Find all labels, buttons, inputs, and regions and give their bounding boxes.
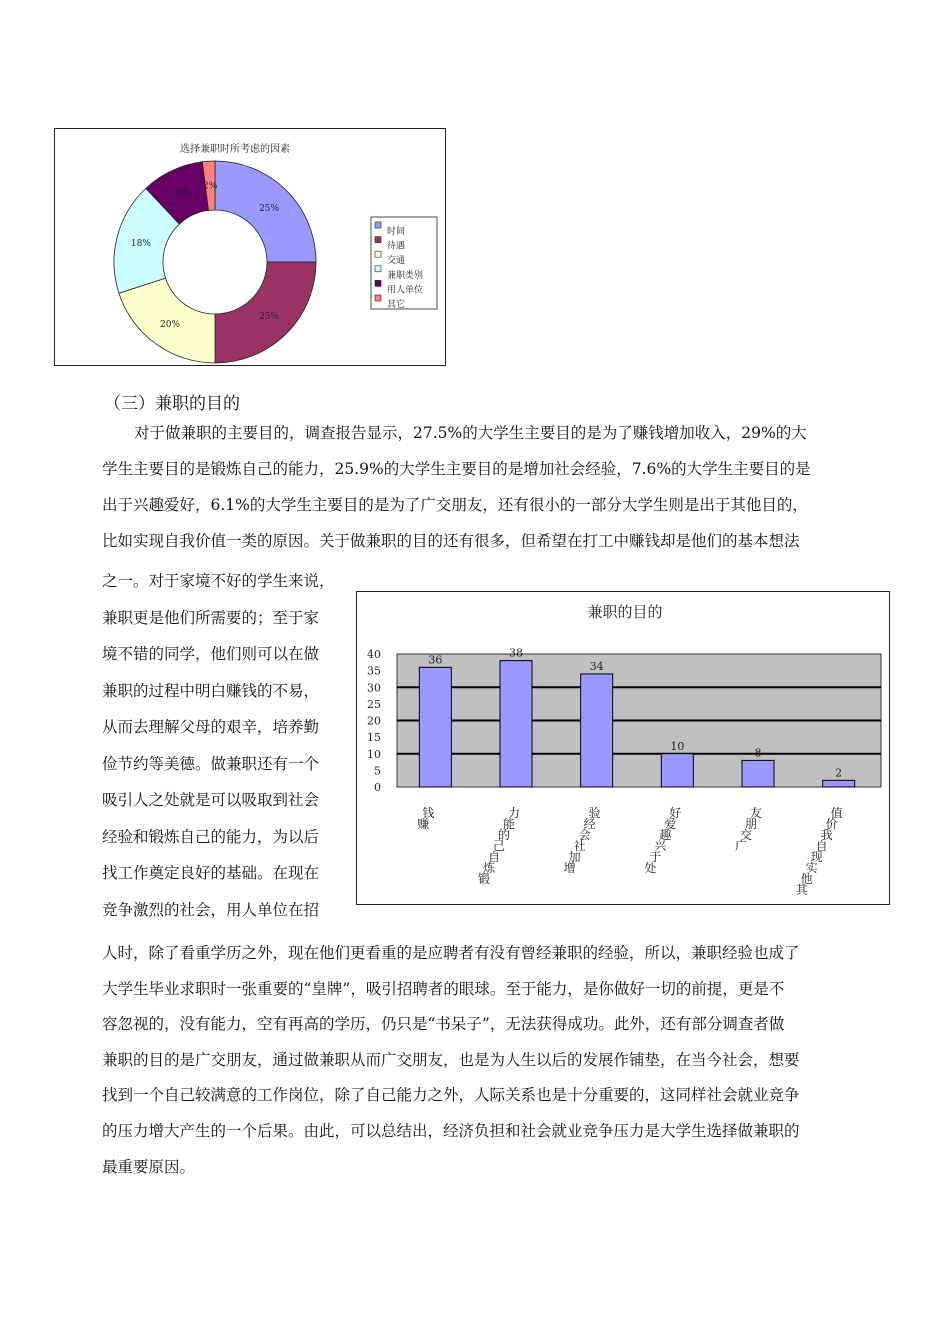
legend-label: 待遇: [387, 241, 406, 252]
y-tick-label: 10: [367, 747, 381, 761]
bar-value-label: 2: [835, 766, 843, 780]
bar-value-label: 38: [509, 646, 523, 660]
y-tick-label: 40: [367, 648, 381, 661]
pie-slice-label: 25%: [259, 203, 280, 214]
bar: [823, 780, 855, 787]
section-heading: （三）兼职的目的: [104, 394, 240, 414]
bar-value-label: 36: [428, 653, 443, 667]
legend-label: 交通: [387, 256, 406, 267]
text-line: 学生主要目的是锻炼自己的能力，25.9%的大学生主要目的是增加社会经验，7.6%的大学生主要目的是: [102, 460, 811, 478]
text-line: 吸引人之处就是可以吸取到社会: [102, 791, 320, 809]
text-line: 找到一个自己较满意的工作岗位，除了自己能力之外，人际关系也是十分重要的，这同样社会就业竞争: [102, 1086, 800, 1105]
text-line: 之一。对于家境不好的学生来说，: [102, 572, 335, 590]
y-tick-label: 20: [367, 714, 381, 728]
text-line: 从而去理解父母的艰辛，培养勤: [102, 718, 320, 736]
legend-swatch: [375, 295, 381, 301]
legend-swatch: [375, 237, 381, 243]
pie-slice-label: 10%: [172, 188, 193, 199]
bar: [742, 760, 774, 787]
text-line: 人时，除了看重学历之外，现在他们更看重的是应聘者有没有曾经兼职的经验，所以，兼职经验也成了: [102, 944, 800, 962]
legend-label: 用人单位: [387, 285, 424, 296]
bar-chart: [357, 592, 889, 904]
bar: [419, 667, 451, 787]
pie-slice-label: 20%: [160, 319, 181, 330]
legend-label: 兼职类别: [387, 270, 424, 281]
pie-slice-label: 2%: [203, 181, 218, 192]
pie-chart-title: 选择兼职时所考虑的因素: [180, 144, 290, 155]
x-category-label: 处于兴趣爱好: [644, 806, 682, 875]
bar-value-label: 8: [754, 746, 762, 760]
legend-label: 时间: [387, 227, 406, 237]
text-line: 境不错的同学，他们则可以在做: [102, 645, 320, 663]
bar-chart-title: 兼职的目的: [587, 603, 663, 621]
text-line: 找工作奠定良好的基础。在现在: [102, 864, 320, 882]
x-category-label: 锻炼自己的能力: [478, 806, 521, 886]
y-tick-label: 30: [367, 681, 381, 695]
text-line: 大学生毕业求职时一张重要的“皇牌”，吸引招聘者的眼球。至于能力，是你做好一切的前提，更是不: [102, 979, 785, 998]
y-tick-label: 25: [367, 697, 381, 711]
y-tick-label: 0: [374, 781, 381, 794]
x-category-label: 其他实现自我价值: [795, 806, 843, 897]
bar-value-label: 34: [589, 659, 604, 673]
bar-value-label: 10: [670, 739, 685, 753]
y-tick-label: 5: [374, 764, 381, 778]
pie-chart-frame: [54, 128, 446, 366]
bar: [581, 674, 613, 787]
text-line: 对于做兼职的主要目的，调查报告显示，27.5%的大学生主要目的是为了赚钱增加收入，29%的大: [134, 424, 807, 442]
text-line: 最重要原因。: [102, 1157, 196, 1176]
legend-swatch: [375, 222, 381, 228]
text-line: 兼职的目的是广交朋友，通过做兼职从而广交朋友，也是为人生以后的发展作铺垫，在当今社会，想要: [102, 1050, 800, 1069]
text-line: 经验和锻炼自己的能力，为以后: [102, 827, 320, 846]
bar: [500, 661, 532, 787]
bar-chart-frame: [356, 591, 890, 905]
legend-swatch: [375, 266, 381, 272]
text-line: 俭节约等美德。做兼职还有一个: [102, 754, 320, 773]
y-tick-label: 15: [367, 731, 381, 745]
legend-swatch: [375, 280, 381, 286]
text-line: 出于兴趣爱好，6.1%的大学生主要目的是为了广交朋友，还有很小的一部分大学生则是出于其他目的，: [102, 496, 808, 514]
text-line: 的压力增大产生的一个后果。由此，可以总结出，经济负担和社会就业竞争压力是大学生选择做兼职的: [102, 1122, 800, 1140]
pie-slice-label: 25%: [259, 312, 280, 323]
text-line: 容忽视的，没有能力，空有再高的学历，仍只是“书呆子”，无法获得成功。此外，还有部分调查者做: [102, 1015, 785, 1034]
legend-label: 其它: [387, 300, 406, 310]
text-line: 兼职的过程中明白赚钱的不易，: [102, 681, 320, 700]
text-line: 竞争激烈的社会，用人单位在招: [102, 900, 320, 919]
x-category-label: 增加社会经验: [563, 806, 601, 875]
y-tick-label: 35: [367, 664, 381, 678]
bar: [661, 754, 693, 787]
x-category-label: 广交朋友: [735, 806, 763, 853]
text-line: 兼职更是他们所需要的；至于家: [102, 608, 320, 627]
text-line: 比如实现自我价值一类的原因。关于做兼职的目的还有很多，但希望在打工中赚钱却是他们的基本想法: [102, 532, 800, 550]
x-category-label: 赚钱: [417, 806, 435, 831]
legend-swatch: [375, 251, 381, 257]
pie-chart: [55, 129, 445, 365]
pie-slice-label: 18%: [130, 238, 151, 249]
